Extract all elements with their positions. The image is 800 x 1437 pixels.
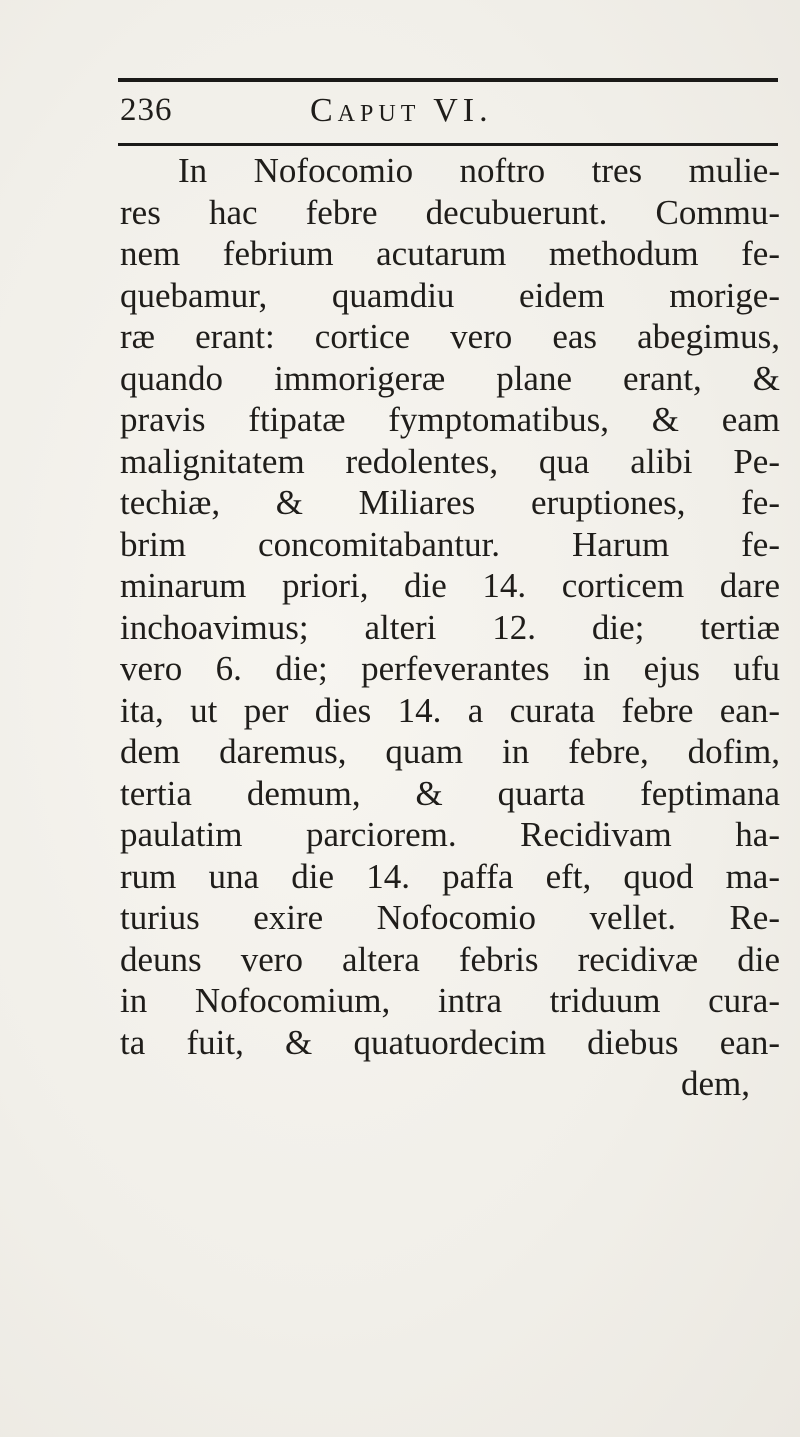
text-line: deuns vero altera febris recidivæ die [120, 939, 780, 979]
header-rule-bottom [118, 143, 778, 146]
running-head: Caput VI. [310, 92, 493, 129]
text-line: ita, ut per dies 14. a curata febre ean- [120, 690, 780, 730]
text-line: ræ erant: cortice vero eas abegimus, [120, 317, 780, 356]
text-line: nem febrium acutarum methodum fe- [120, 234, 780, 273]
text-line: tertia demum, & quarta feptimana [120, 773, 780, 813]
text-line: res hac febre decubuerunt. Commu- [120, 192, 780, 232]
text-line: in Nofocomium, intra triduum cura- [120, 981, 780, 1020]
text-line: minarum priori, die 14. corticem dare [120, 566, 780, 605]
text-line: turius exire Nofocomio vellet. Re- [120, 898, 780, 937]
text-line: vero 6. die; perfeverantes in ejus ufu [120, 649, 780, 688]
page-number: 236 [120, 92, 173, 128]
text-line: paulatim parciorem. Recidivam ha- [120, 815, 780, 854]
body-text [120, 150, 780, 1105]
text-line: techiæ, & Miliares eruptiones, fe- [120, 483, 780, 522]
text-line: ta fuit, & quatuordecim diebus ean- [120, 1022, 780, 1062]
text-line: quebamur, quamdiu eidem morige- [120, 275, 780, 315]
text-line: pravis ftipatæ fymptomatibus, & eam [120, 400, 780, 439]
text-line: quando immorigeræ plane erant, & [120, 358, 780, 398]
text-line: malignitatem redolentes, qua alibi Pe- [120, 441, 780, 481]
text-line: inchoavimus; alteri 12. die; tertiæ [120, 607, 780, 647]
text-line: brim concomitabantur. Harum fe- [120, 524, 780, 564]
catchword: dem, [680, 1064, 750, 1103]
text-line: In Nofocomio noftro tres mulie- [178, 151, 780, 190]
header-rule-top [118, 78, 778, 82]
page-header [120, 92, 780, 140]
text-line: rum una die 14. paffa eft, quod ma- [120, 856, 780, 896]
text-line: dem daremus, quam in febre, dofim, [120, 732, 780, 771]
